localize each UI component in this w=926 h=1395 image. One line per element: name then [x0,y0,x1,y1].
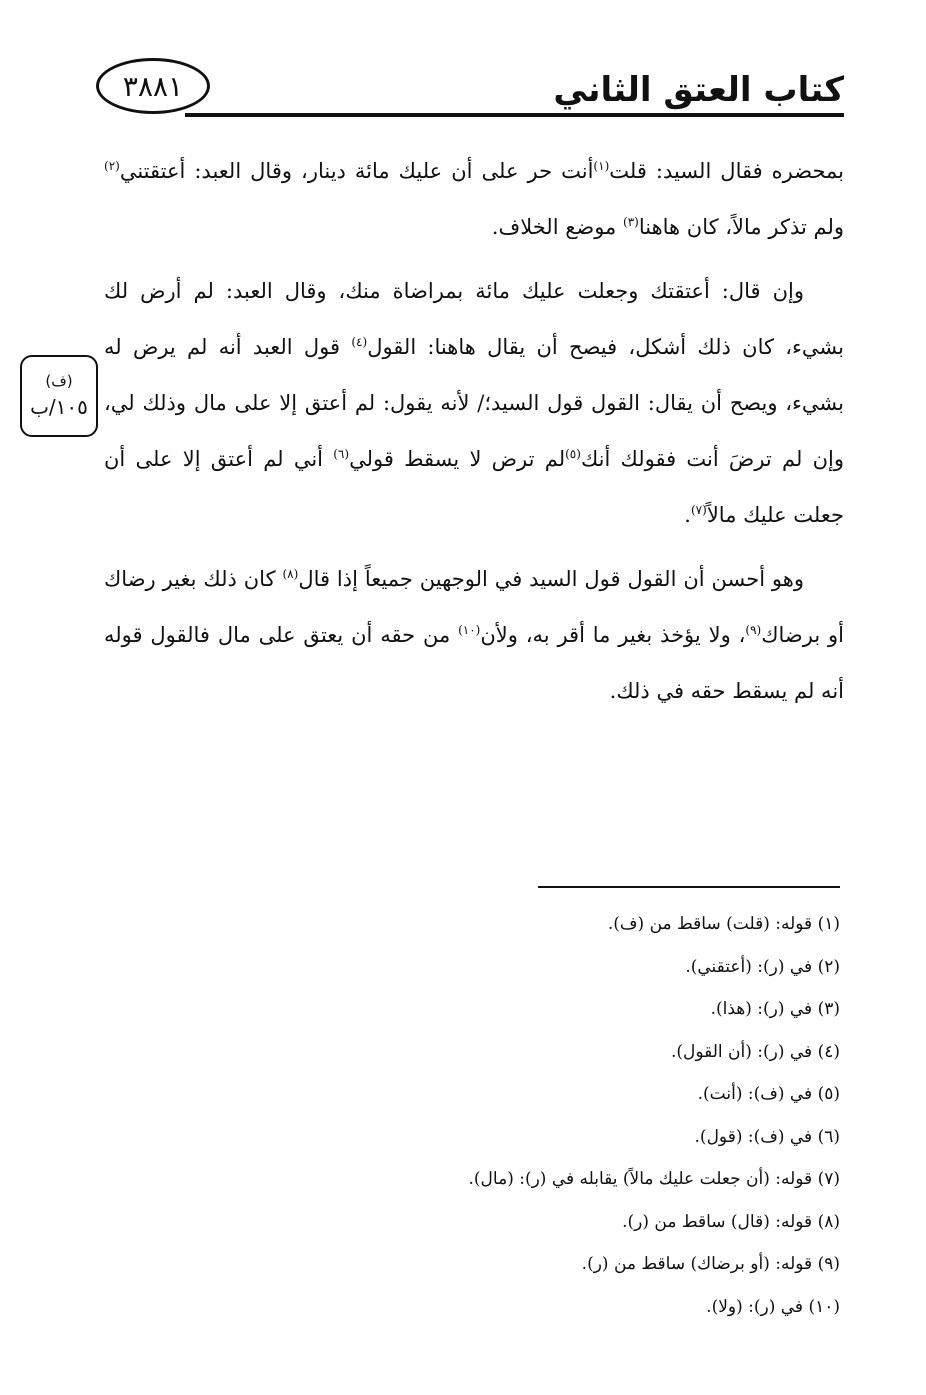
footnotes-list [80,903,840,1328]
paragraph-1 [104,143,844,255]
paragraph-text: ولم تذكر مالاً، كان هاهنا [638,215,844,239]
footnote-item: (٣) في (ر): (هذا). [710,999,840,1019]
paragraph-text: كان ذلك بغير رضاك أو برضاك [104,567,845,647]
paragraph-text: من حقه أن يعتق على مال فالقول قوله أنه لم يسقط حقه في ذلك. [104,623,844,703]
footnote-item: (٦) في (ف): (قول). [694,1126,840,1147]
footnote-item: (٧) قوله: (أن جعلت عليك مالاً) يقابله في (ر): (مال). [468,1169,840,1189]
footnote-marker: (٢) [104,159,120,173]
paragraph-3 [104,551,844,719]
paragraph-text: وإن قال: أعتقتك وجعلت عليك مائة بمراضاة منك، وقال العبد: لم أرض لك بشيء، كان ذلك أشكل، فيصح أن يقال هاهنا: القول [104,279,844,359]
footnote-item: (٨) قوله: (قال) ساقط من (ر). [622,1211,840,1232]
paragraph-text: وهو أحسن أن القول قول السيد في الوجهين جميعاً إذا قال [298,567,804,591]
footnote-marker: (١٠) [458,623,481,637]
folio-number: ١٠٥/ب [30,395,88,419]
footnote-marker: (٣) [623,215,639,229]
paragraph-text: قول العبد أنه لم يرض له بشيء، ويصح أن يقال: القول قول السيد؛/ لأنه يقول: لم أعتق إلا على مال وذلك لي، وإن لم ترضَ أنت فقولك أنك [104,335,844,471]
paragraph-text: أني لم أعتق إلا على أن جعلت عليك مالاً [104,447,844,527]
paragraph-text: موضع الخلاف. [491,215,623,239]
paragraph-text: ، ولا يؤخذ بغير ما أقر به، ولأن [480,623,746,647]
page-number-badge [96,58,210,114]
footnote-marker: (٩) [745,623,762,637]
footnote-marker: (٤) [351,335,368,349]
page-number: ٣٨٨١ [122,69,184,103]
footnote-marker: (٦) [333,447,350,461]
footnote-marker: (٨) [282,567,299,581]
paragraph-text: أنت حر على أن عليك مائة دينار، وقال العبد: أعتقتني [119,159,594,183]
footnote-item: (٤) في (ر): (أن القول). [670,1041,840,1062]
paragraph-text: . [684,503,691,527]
footnote-item: (١٠) في (ر): (ولا). [706,1296,840,1317]
header-rule [185,113,844,117]
footnote-item: (٢) في (ر): (أعتقني). [685,956,840,977]
manuscript-siglum: (ف) [45,372,73,390]
main-text [104,143,844,727]
paragraph-text: بمحضره فقال السيد: قلت [609,159,844,183]
footnote-marker: (٥) [565,447,581,461]
manuscript-folio-note [20,355,98,437]
footnote-item: (١) قوله: (قلت) ساقط من (ف). [607,914,840,934]
footnote-item: (٥) في (ف): (أنت). [697,1084,840,1104]
footnote-separator [538,886,840,888]
footnote-marker: (١) [593,159,610,173]
paragraph-2 [104,263,844,543]
footnote-item: (٩) قوله: (أو برضاك) ساقط من (ر). [581,1254,840,1274]
book-title: كتاب العتق الثاني [553,70,844,110]
paragraph-text: لم ترض لا يسقط قولي [349,447,566,471]
footnote-marker: (٧) [690,503,707,517]
